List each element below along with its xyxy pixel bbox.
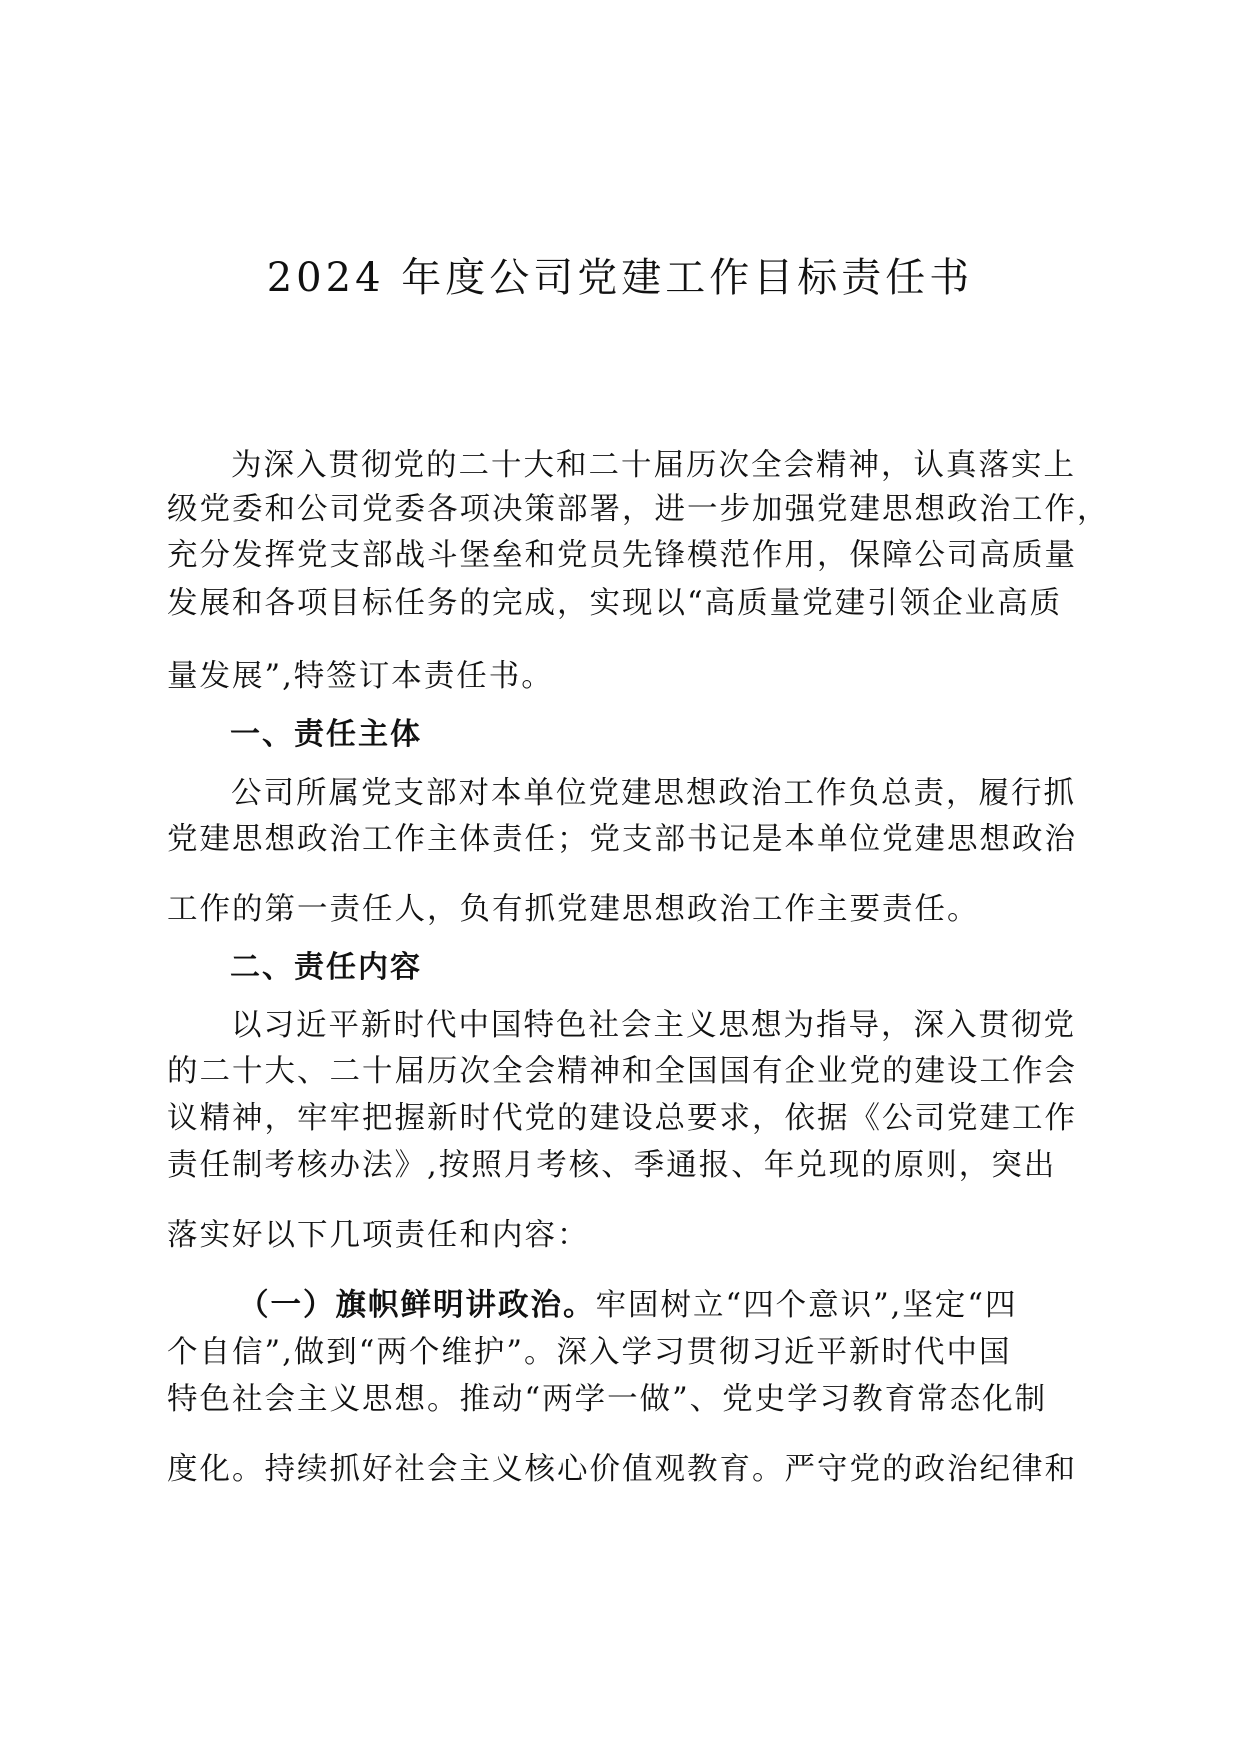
item1-line-3: 特色社会主义思想。推动“两学一做”、党史学习教育常态化制 (167, 1382, 1048, 1417)
section-heading-responsibility-subject: 一、责任主体 (230, 717, 422, 752)
item1-line-4: 度化。持续抓好社会主义核心价值观教育。严守党的政治纪律和 (167, 1452, 1077, 1487)
section2-line-3: 议精神，牢牢把握新时代党的建设总要求，依据《公司党建工作 (167, 1101, 1077, 1136)
item1-first-line-text: 牢固树立“四个意识”,坚定“四 (595, 1288, 1018, 1323)
intro-line-3: 充分发挥党支部战斗堡垒和党员先锋模范作用，保障公司高质量 (167, 538, 1077, 573)
document-title: 2024 年度公司党建工作目标责任书 (266, 255, 974, 301)
section-heading-responsibility-content: 二、责任内容 (230, 950, 422, 985)
item1-first-line (238, 1284, 1017, 1328)
section2-line-1: 以习近平新时代中国特色社会主义思想为指导，深入贯彻党 (231, 1008, 1076, 1043)
intro-line-1: 为深入贯彻党的二十大和二十届历次全会精神，认真落实上 (231, 448, 1076, 483)
section2-line-2: 的二十大、二十届历次全会精神和全国国有企业党的建设工作会 (167, 1054, 1077, 1089)
intro-line-2: 级党委和公司党委各项决策部署，进一步加强党建思想政治工作， (167, 492, 1110, 527)
section1-line-1: 公司所属党支部对本单位党建思想政治工作负总责，履行抓 (231, 776, 1076, 811)
section1-line-2: 党建思想政治工作主体责任；党支部书记是本单位党建思想政治 (167, 822, 1077, 857)
section2-line-5: 落实好以下几项责任和内容： (167, 1218, 590, 1253)
section1-line-3: 工作的第一责任人，负有抓党建思想政治工作主要责任。 (167, 892, 980, 927)
item1-label: （一）旗帜鲜明讲政治。 (238, 1288, 596, 1323)
section2-line-4: 责任制考核办法》,按照月考核、季通报、年兑现的原则，突出 (167, 1148, 1057, 1183)
intro-line-5: 量发展”,特签订本责任书。 (167, 659, 554, 694)
item1-line-2: 个自信”,做到“两个维护”。深入学习贯彻习近平新时代中国 (167, 1335, 1012, 1370)
intro-line-4: 发展和各项目标任务的完成，实现以“高质量党建引领企业高质 (167, 586, 1063, 621)
